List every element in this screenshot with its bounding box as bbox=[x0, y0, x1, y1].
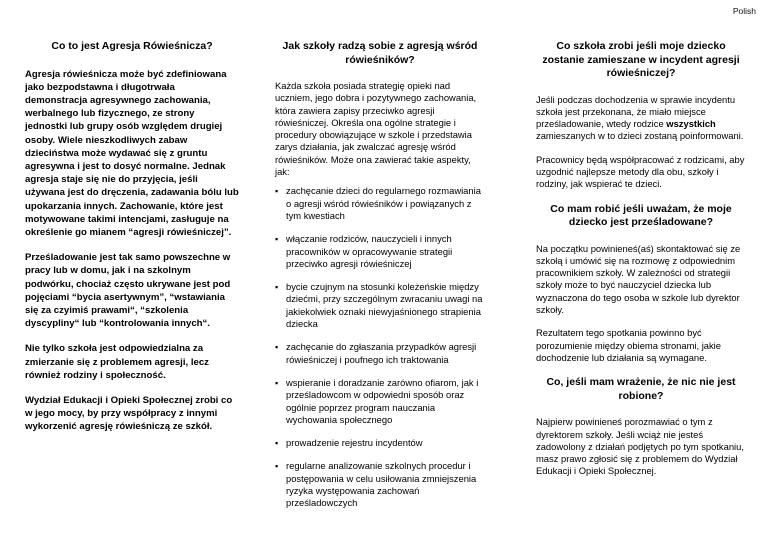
bullet-icon: ▪ bbox=[275, 461, 279, 472]
list-item: ▪ bycie czujnym na stosunki koleżeńskie między dziećmi, przy szczególnym zwracaniu uwagi na jakiekolwiek oznaki niewyjaśnionego strapienia dziecka bbox=[275, 281, 483, 330]
escalation-paragraph: Najpierw powinieneś porozmawiać o tym z dyrektorem szkoły. Jeśli wciąż nie jesteś zadowolony z działań podjętych po tym spotkaniu, masz prawo zgłosić się z problemem do Wydział Edukacji i Opieki Społecznej. bbox=[536, 416, 744, 477]
column2-title: Jak szkoły radzą sobie z agresją wśród rówieśników? bbox=[282, 40, 478, 66]
bullet-icon: ▪ bbox=[275, 438, 279, 449]
list-item: ▪ regularne analizowanie szkolnych procedur i postępowania w celu usiłowania zmniejszenia ryzyka występowania zachowań prześladowczych bbox=[275, 460, 477, 509]
bullet-icon: ▪ bbox=[275, 186, 279, 197]
bullet-icon: ▪ bbox=[275, 342, 279, 353]
list-item: ▪ zachęcanie dzieci do regularnego rozmawiania o agresji wśród rówieśników i powiązanych z tym kwestiach bbox=[275, 185, 481, 221]
column3-title-nothing-done: Co, jeśli mam wrażenie, że nic nie jest robione? bbox=[546, 376, 736, 402]
list-item: ▪ włączanie rodziców, nauczycieli i innych pracowników w opracowywanie strategii przeciwko agresji rówieśniczej bbox=[275, 233, 453, 269]
strategy-list bbox=[275, 185, 485, 509]
incident-paragraph: Jeśli podczas dochodzenia w sprawie incydentu szkoła jest przekonana, że miało miejsce prześladowanie, wtedy rodzice wszystkich zamieszanych w to dzieci zostaną poinformowani. bbox=[536, 93, 744, 142]
contact-school-paragraph: Na początku powinieneś(aś) skontaktować się ze szkołą i umówić się na rozmowę z odpowiednim pracownikiem szkoły. W zależności od strategii szkoły może to być nauczyciel dziecka lub wyznaczona do tego osoba w szkole lub dyrektor szkoły. bbox=[536, 242, 741, 316]
list-item: ▪ zachęcanie do zgłaszania przypadków agresji rówieśniczej i poufnego ich traktowania bbox=[275, 341, 477, 365]
column1-title: Co to jest Agresja Rówieśnicza? bbox=[51, 40, 213, 52]
definition-paragraph: Agresja rówieśnicza może być zdefiniowana jako bezpodstawna i długotrwała demonstracja agresywnego zachowania, werbalnego lub fizycznego, ze strony jednostki lub grupy osób względem drugiej osoby. Wiele nieszkodliwych zabaw dzieciństwa może wydawać się z gruntu agresywna i jest to dosyć normalne. Jednak agresja staje się nie do przyjęcia, jeśli używana jest do dręczenia, zadawania bólu lub upokarzania innych. Zachowanie, które jest motywowane takimi intencjami, zasługuje na określenie go mianem “agresji rówieśniczej”. bbox=[25, 68, 239, 238]
emphasis-all: wszystkich bbox=[666, 118, 716, 130]
strategy-intro: Każda szkoła posiada strategię opieki nad uczniem, jego dobra i pozytywnego zachowania, która zawiera zapisy przeciwko agresji rówieśniczej. Określa ona ogólne strategie i procedury obowiązujące w szkole i przedstawia zarys działania, jak zwalczać agresję wśród rówieśników. Może ona zawierać takie aspekty, jak: bbox=[275, 80, 477, 178]
column3-title-persecuted: Co mam robić jeśli uważam, że moje dziecko jest prześladowane? bbox=[550, 202, 732, 229]
column-what-is-bullying bbox=[25, 40, 239, 446]
bullet-icon: ▪ bbox=[275, 377, 279, 388]
list-item: ▪ wspieranie i doradzanie zarówno ofiarom, jak i prześladowcom w odpowiedni sposób oraz ogólnie poprzez program nauczania wychowania społecznego bbox=[275, 376, 479, 425]
responsibility-paragraph: Nie tylko szkoła jest odpowiedzialna za zmierzanie się z problemem agresji, lecz również rodziny i społeczność. bbox=[25, 343, 209, 381]
language-label: Polish bbox=[732, 6, 756, 16]
column3-title-incident: Co szkoła zrobi jeśli moje dziecko zostanie zamieszane w incydent agresji rówieśniczej? bbox=[542, 40, 740, 79]
bullet-icon: ▪ bbox=[275, 234, 279, 245]
list-item: ▪ prowadzenie rejestru incydentów bbox=[275, 437, 423, 449]
cooperation-paragraph: Pracownicy będą współpracować z rodzicami, aby uzgodnić najlepsze metody dla obu, szkoły i rodziny, jak wspierać te dzieci. bbox=[536, 153, 745, 190]
department-paragraph: Wydział Edukacji i Opieki Społecznej zrobi co w jego mocy, by przy współpracy z innymi wykorzenić agresję rówieśniczą ze szkół. bbox=[25, 394, 233, 433]
meeting-result-paragraph: Rezultatem tego spotkania powinno być porozumienie między obiema stronami, jakie dochodzenie lub działania są wymagane. bbox=[536, 327, 721, 363]
column-what-school-will-do bbox=[536, 40, 746, 489]
bullet-icon: ▪ bbox=[275, 282, 279, 293]
persecution-paragraph: Prześladowanie jest tak samo powszechne w pracy lub w domu, jak i na szkolnym podwórku, chociaż często ukrywane jest pod pojęciami “bycia asertywnym”, “wstawiania się za czyimiś prawami“, “szkolenia dyscypliny“ lub “kontrolowania innych“. bbox=[25, 252, 231, 330]
column-how-schools-handle bbox=[275, 40, 485, 521]
